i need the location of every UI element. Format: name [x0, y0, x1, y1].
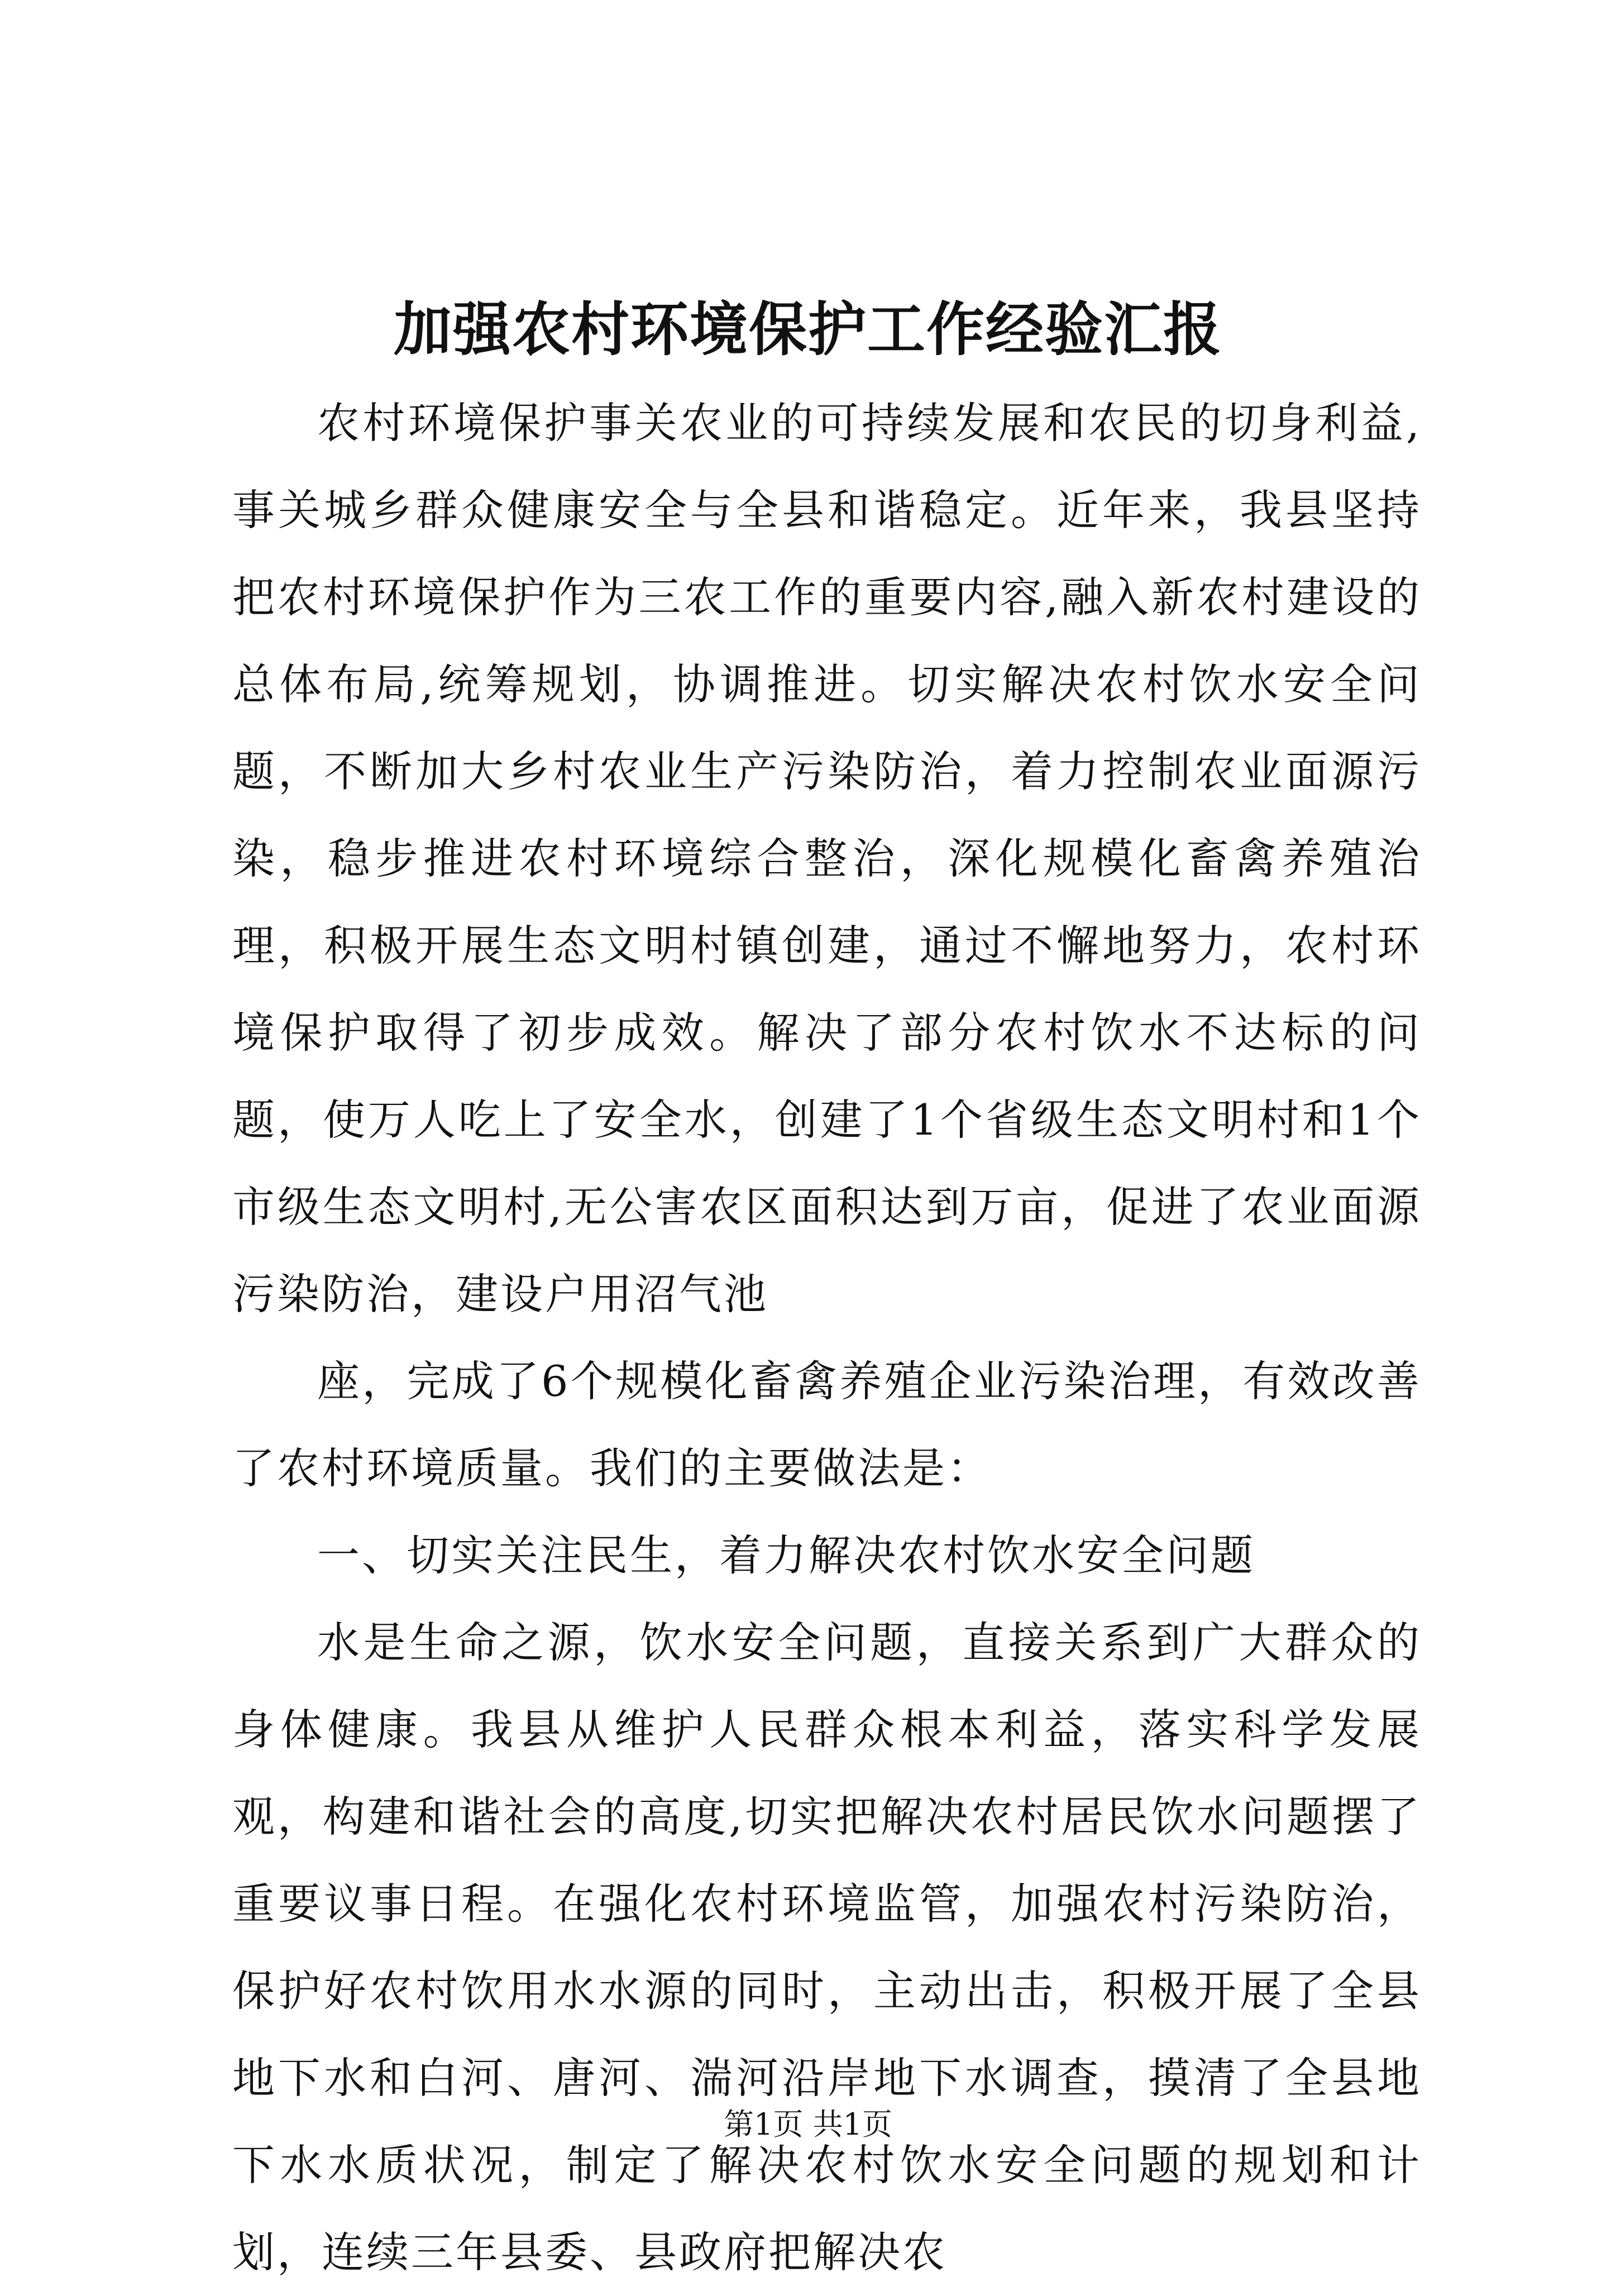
document-title: 加强农村环境保护工作经验汇报 [393, 295, 1222, 363]
document-body [232, 380, 1422, 2296]
paragraph-intro: 农村环境保护事关农业的可持续发展和农民的切身利益,事关城乡群众健康安全与全县和谐稳定。近年来，我县坚持把农村环境保护作为三农工作的重要内容,融入新农村建设的总体布局,统筹规划，协调推进。切实解决农村饮水安全问题，不断加大乡村农业生产污染防治，着力控制农业面源污染，稳步推进农村环境综合整治，深化规模化畜禽养殖治理，积极开展生态文明村镇创建，通过不懈地努力，农村环境保护取得了初步成效。解决了部分农村饮水不达标的问题，使万人吃上了安全水，创建了1个省级生态文明村和1个市级生态文明村,无公害农区面积达到万亩，促进了农业面源污染防治，建设户用沼气池 [232, 398, 1422, 1319]
page-footer: 第1页 共1页 [724, 2107, 892, 2142]
paragraph-continuation: 座，完成了6个规模化畜禽养殖企业污染治理，有效改善了农村环境质量。我们的主要做法是： [232, 1356, 1422, 1493]
paragraph-section-1: 水是生命之源，饮水安全问题，直接关系到广大群众的身体健康。我县从维护人民群众根本利益，落实科学发展观，构建和谐社会的高度,切实把解决农村居民饮水问题摆了重要议事日程。在强化农村环境监管，加强农村污染防治，保护好农村饮用水水源的同时，主动出击，积极开展了全县地下水和白河、唐河、湍河沿岸地下水调查，摸清了全县地下水水质状况，制定了解决农村饮水安全问题的规划和计划，连续三年县委、县政府把解决农 [232, 1618, 1422, 2277]
section-heading-1: 一、切实关注民生，着力解决农村饮水安全问题 [317, 1530, 1255, 1580]
